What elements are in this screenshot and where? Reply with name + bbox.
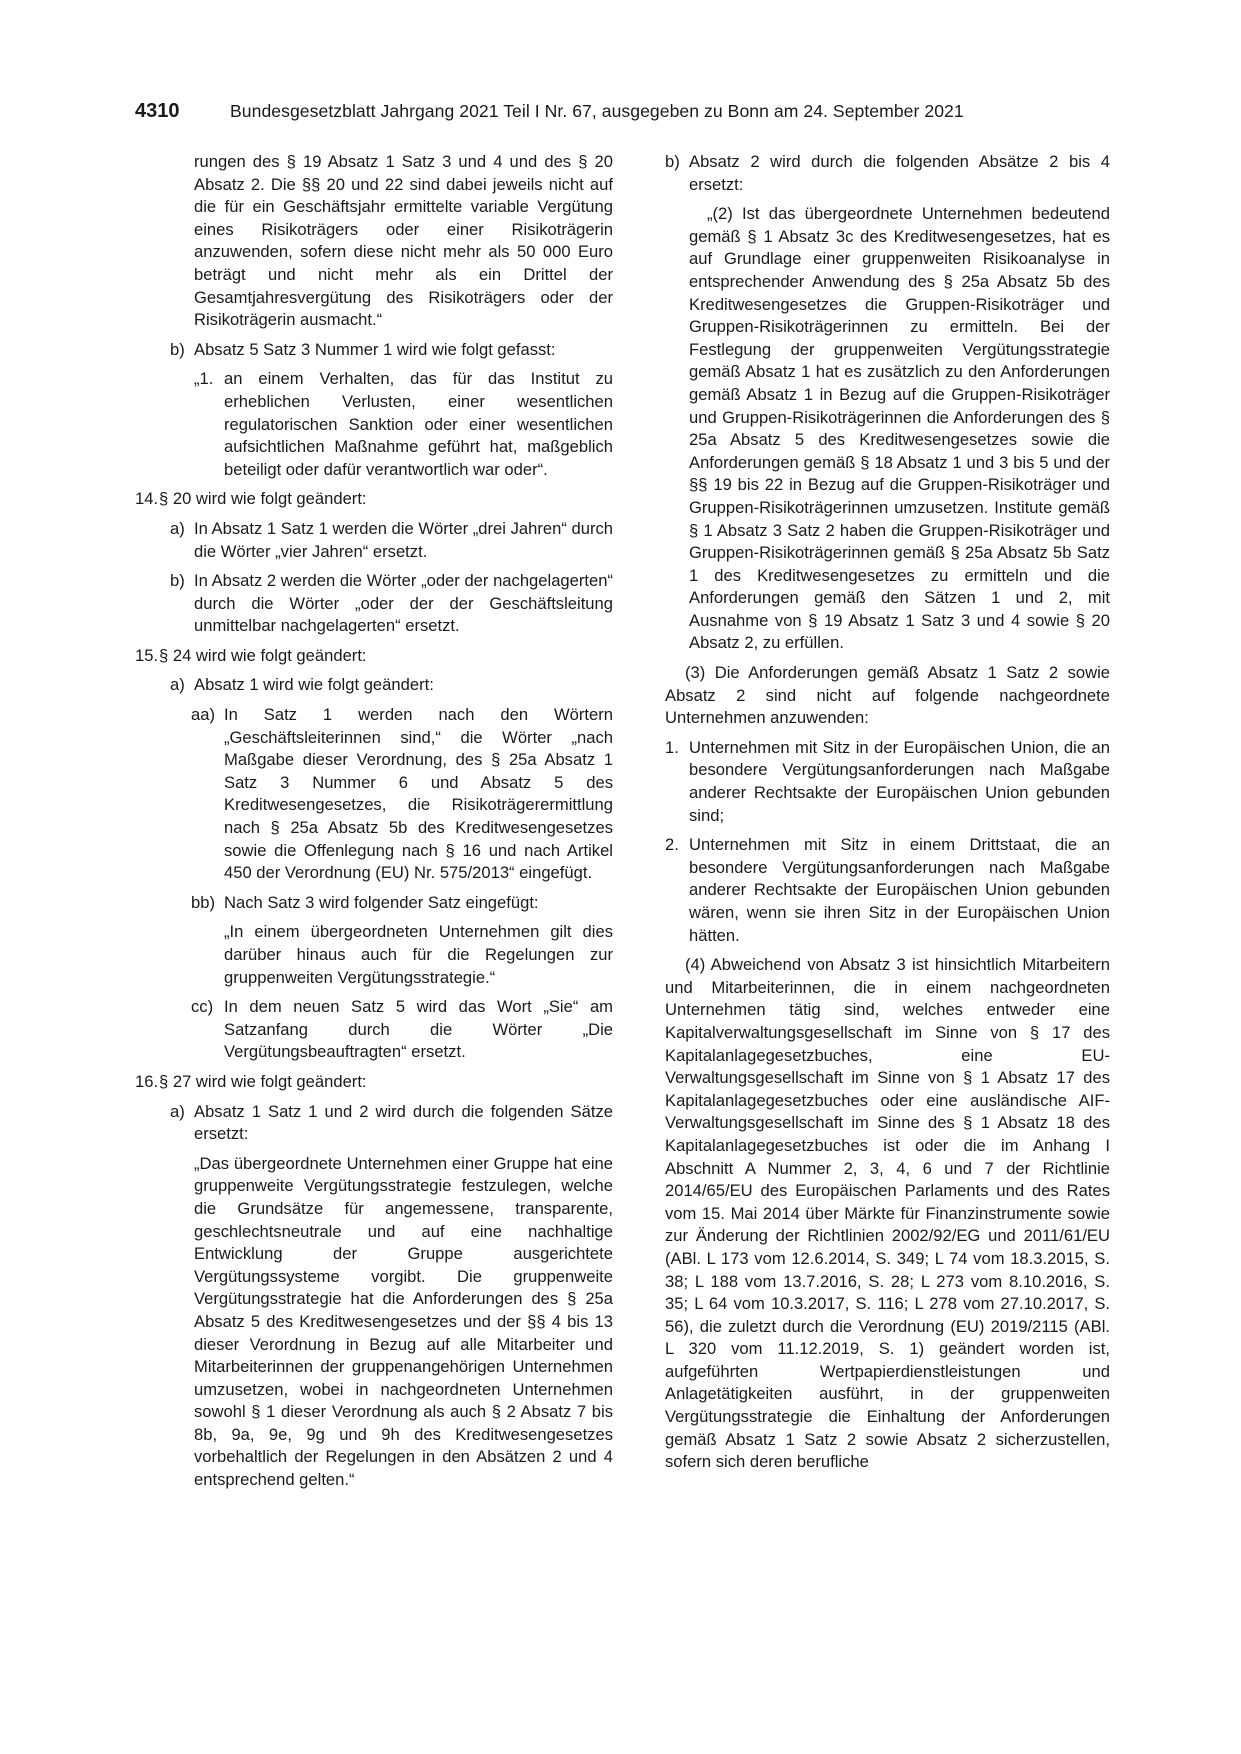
paragraph-3: (3) Die Anforderungen gemäß Absatz 1 Satz 2 sowie Absatz 2 sind nicht auf folgende nachgeordnete Unternehmen anzuwenden:: [665, 663, 1110, 728]
item-text: Unternehmen mit Sitz in einem Drittstaat, die an besondere Vergütungsanforderungen nach Maßgabe anderer Rechtsakte der Europäischen Union gebunden wären, wenn sie ihren Sitz in der Europäischen Union hätten.: [689, 835, 1110, 945]
item-number: 14.: [135, 489, 159, 509]
paragraph-4: (4) Abweichend von Absatz 3 ist hinsichtlich Mitarbeitern und Mitarbeiterinnen, die in einem nachgeordneten Unternehmen tätig sind, welches entweder eine Kapitalverwaltungsgesellschaft im Sinne von § 17 des Kapitalanlagegesetzbuches, eine EU-Verwaltungsgesellschaft im Sinne von § 1 Absatz 17 des Kapitalanlagegesetzbuches oder eine ausländische AIF-Verwaltungsgesellschaft im Sinne des § 1 Absatz 18 des Kapitalanlagegesetzbuches ist oder die im Anhang I Abschnitt A Nummer 2, 3, 4, 6 und 7 der Richtlinie 2014/65/EU des Europäischen Parlaments und des Rates vom 15. Mai 2014 über Märkte für Finanzinstrumente sowie zur Änderung der Richtlinien 2002/92/EG und 2011/61/EU (ABl. L 173 vom 12.6.2014, S. 349; L 74 vom 18.3.2015, S. 38; L 188 vom 13.7.2016, S. 28; L 273 vom 8.10.2016, S. 35; L 64 vom 10.3.2017, S. 116; L 278 vom 27.10.2017, S. 56), die zuletzt durch die Verordnung (EU) 2019/2115 (ABl. L 320 vom 11.12.2019, S. 1) geändert worden ist, aufgeführten Wertpapierdienstleistungen und Anlagetätigkeiten ausführt, in der gruppenweiten Vergütungsstrategie die Einhaltung der Anforderungen gemäß Absatz 1 Satz 2 sowie Absatz 2 sicherzustellen, sofern sich deren berufliche: [665, 955, 1110, 1472]
item-14a: [170, 518, 613, 563]
item-text: § 24 wird wie folgt geändert:: [159, 645, 367, 665]
item-16a: [170, 1101, 613, 1146]
gazette-header-title: Bundesgesetzblatt Jahrgang 2021 Teil I Nr. 67, ausgegeben zu Bonn am 24. September 2021: [230, 101, 964, 121]
left-column: [135, 151, 613, 1492]
item-cc: [191, 996, 613, 1064]
continuation-paragraph: rungen des § 19 Absatz 1 Satz 3 und 4 und des § 20 Absatz 2. Die §§ 20 und 22 sind dabei jeweils nicht auf die für ein Geschäftsjahr ermittelte variable Vergütung eines Risikoträgers oder einer Risikoträgerin anzuwenden, sofern diese nicht mehr als 50 000 Euro beträgt und nicht mehr als ein Drittel der Gesamtjahresvergütung des Risikoträgers oder der Risikoträgerin ausmacht.“: [194, 152, 613, 330]
page-number: 4310: [135, 100, 180, 122]
item-bb: [191, 892, 613, 915]
item-b-absatz5: [170, 339, 613, 362]
item-label: a): [170, 518, 185, 538]
item-14b: [170, 570, 613, 638]
item-label: a): [170, 1101, 185, 1121]
item-text: Nach Satz 3 wird folgender Satz eingefügt:: [224, 892, 539, 912]
item-label: b): [665, 152, 680, 171]
item-text: In Satz 1 werden nach den Wörtern „Geschäftsleiterinnen sind,“ die Wörter „nach Maßgabe dieser Verordnung, des § 25a Absatz 1 Satz 3 Nummer 6 und Absatz 5 des Kreditwesengesetzes, die Risikoträgerermittlung nach § 25a Absatz 5b des Kreditwesengesetzes sowie die Offenlegung nach § 16 und nach Artikel 450 der Verordnung (EU) Nr. 575/2013“ eingefügt.: [224, 705, 613, 883]
item-text: Unternehmen mit Sitz in der Europäischen Union, die an besondere Vergütungsanforderungen nach Maßgabe anderer Rechtsakte der Europäischen Union gebunden sind;: [689, 737, 1110, 825]
item-number: 16.: [135, 1071, 159, 1091]
item-label: b): [170, 339, 185, 359]
item-text: Absatz 1 Satz 1 und 2 wird durch die folgenden Sätze ersetzt:: [194, 1101, 613, 1144]
item-15: [135, 645, 613, 668]
item-15a: [170, 674, 613, 697]
item-text: In Absatz 1 Satz 1 werden die Wörter „drei Jahren“ durch die Wörter „vier Jahren“ ersetzt.: [194, 518, 613, 561]
item-16: [135, 1071, 613, 1094]
inserted-sentence-quote: „In einem übergeordneten Unternehmen gilt dies darüber hinaus auch für die Regelungen zur gruppenweiten Vergütungsstrategie.“: [224, 922, 613, 987]
item-text: In dem neuen Satz 5 wird das Wort „Sie“ am Satzanfang durch die Wörter „Die Vergütungsbeauftragten“ ersetzt.: [224, 997, 613, 1062]
item-text: Absatz 5 Satz 3 Nummer 1 wird wie folgt gefasst:: [194, 339, 556, 359]
item-14: [135, 488, 613, 511]
page-header: [135, 100, 1110, 130]
paragraph-2: „(2) Ist das übergeordnete Unternehmen bedeutend gemäß § 1 Absatz 3c des Kreditwesengesetzes, hat es auf Grundlage einer gruppenweiten Risikoanalyse in entsprechender Anwendung des § 25a Absatz 5b des Kreditwesengesetzes die Gruppen-Risikoträger und Gruppen-Risikoträgerinnen zu ermitteln. Bei der Festlegung der gruppenweiten Vergütungsstrategie gemäß Absatz 1 hat es zusätzlich zu den Anforderungen gemäß Absatz 1 in Bezug auf die Gruppen-Risikoträger und Gruppen-Risikoträgerinnen die Anforderungen des § 25a Absatz 5 des Kreditwesengesetzes sowie die Anforderungen gemäß § 18 Absatz 1 und 3 bis 5 und der §§ 19 bis 22 in Bezug auf die Gruppen-Risikoträger und Gruppen-Risikoträgerinnen umzusetzen. Institute gemäß § 1 Absatz 3 Satz 2 haben die Gruppen-Risikoträger und Gruppen-Risikoträgerinnen gemäß § 25a Absatz 5b Satz 1 des Kreditwesengesetzes zu ermitteln und die Anforderungen gemäß den Sätzen 1 und 2, mit Ausnahme von § 19 Absatz 1 Satz 3 und 4 sowie § 20 Absatz 2, zu erfüllen.: [689, 204, 1110, 653]
item-label: a): [170, 675, 185, 695]
quote-label: „1.: [194, 369, 214, 389]
replacement-sentences-quote: „Das übergeordnete Unternehmen einer Gruppe hat eine gruppenweite Vergütungsstrategie festzulegen, welche die Grundsätze für angemessene, transparente, geschlechtsneutrale und auf eine nachhaltige Entwicklung der Gruppe ausgerichtete Vergütungssysteme vorgibt. Die gruppenweite Vergütungsstrategie hat die Anforderungen des § 25a Absatz 5 des Kreditwesengesetzes und der §§ 4 bis 13 dieser Verordnung in Bezug auf alle Mitarbeiter und Mitarbeiterinnen der gruppenangehörigen Unternehmen umzusetzen, wobei in nachgeordneten Unternehmen sowohl § 1 dieser Verordnung als auch § 2 Absatz 7 bis 8b, 9a, 9e, 9g und 9h des Kreditwesengesetzes vorbehaltlich der Regelungen in den Absätzen 2 und 4 entsprechend gelten.“: [194, 1153, 613, 1490]
item-number: 15.: [135, 645, 159, 665]
item-number: 1.: [665, 737, 679, 757]
exception-2: [665, 834, 1110, 947]
item-label: b): [170, 571, 185, 591]
item-label: aa): [191, 705, 215, 725]
item-text: Absatz 2 wird durch die folgenden Absätze 2 bis 4 ersetzt:: [689, 152, 1110, 194]
item-text: § 27 wird wie folgt geändert:: [159, 1071, 367, 1091]
quote-text: an einem Verhalten, das für das Institut zu erheblichen Verlusten, einer wesentlichen regulatorischen Sanktion oder einer wesentlichen aufsichtlichen Maßnahme geführt hat, maßgeblich beteiligt oder dafür verantwortlich war oder“.: [224, 369, 613, 479]
item-text: Absatz 1 wird wie folgt geändert:: [194, 675, 434, 695]
item-text: § 20 wird wie folgt geändert:: [159, 489, 367, 509]
item-number: 2.: [665, 835, 679, 855]
right-column: [665, 151, 1110, 1474]
quoted-number-1: [194, 368, 613, 481]
item-label: bb): [191, 892, 215, 912]
item-aa: [191, 704, 613, 885]
item-b-absatz2: [665, 151, 1110, 196]
item-label: cc): [191, 997, 214, 1017]
item-text: In Absatz 2 werden die Wörter „oder der nachgelagerten“ durch die Wörter „oder der der Geschäftsleitung unmittelbar nachgelagerten“ ersetzt.: [194, 571, 613, 636]
exception-1: [665, 737, 1110, 827]
